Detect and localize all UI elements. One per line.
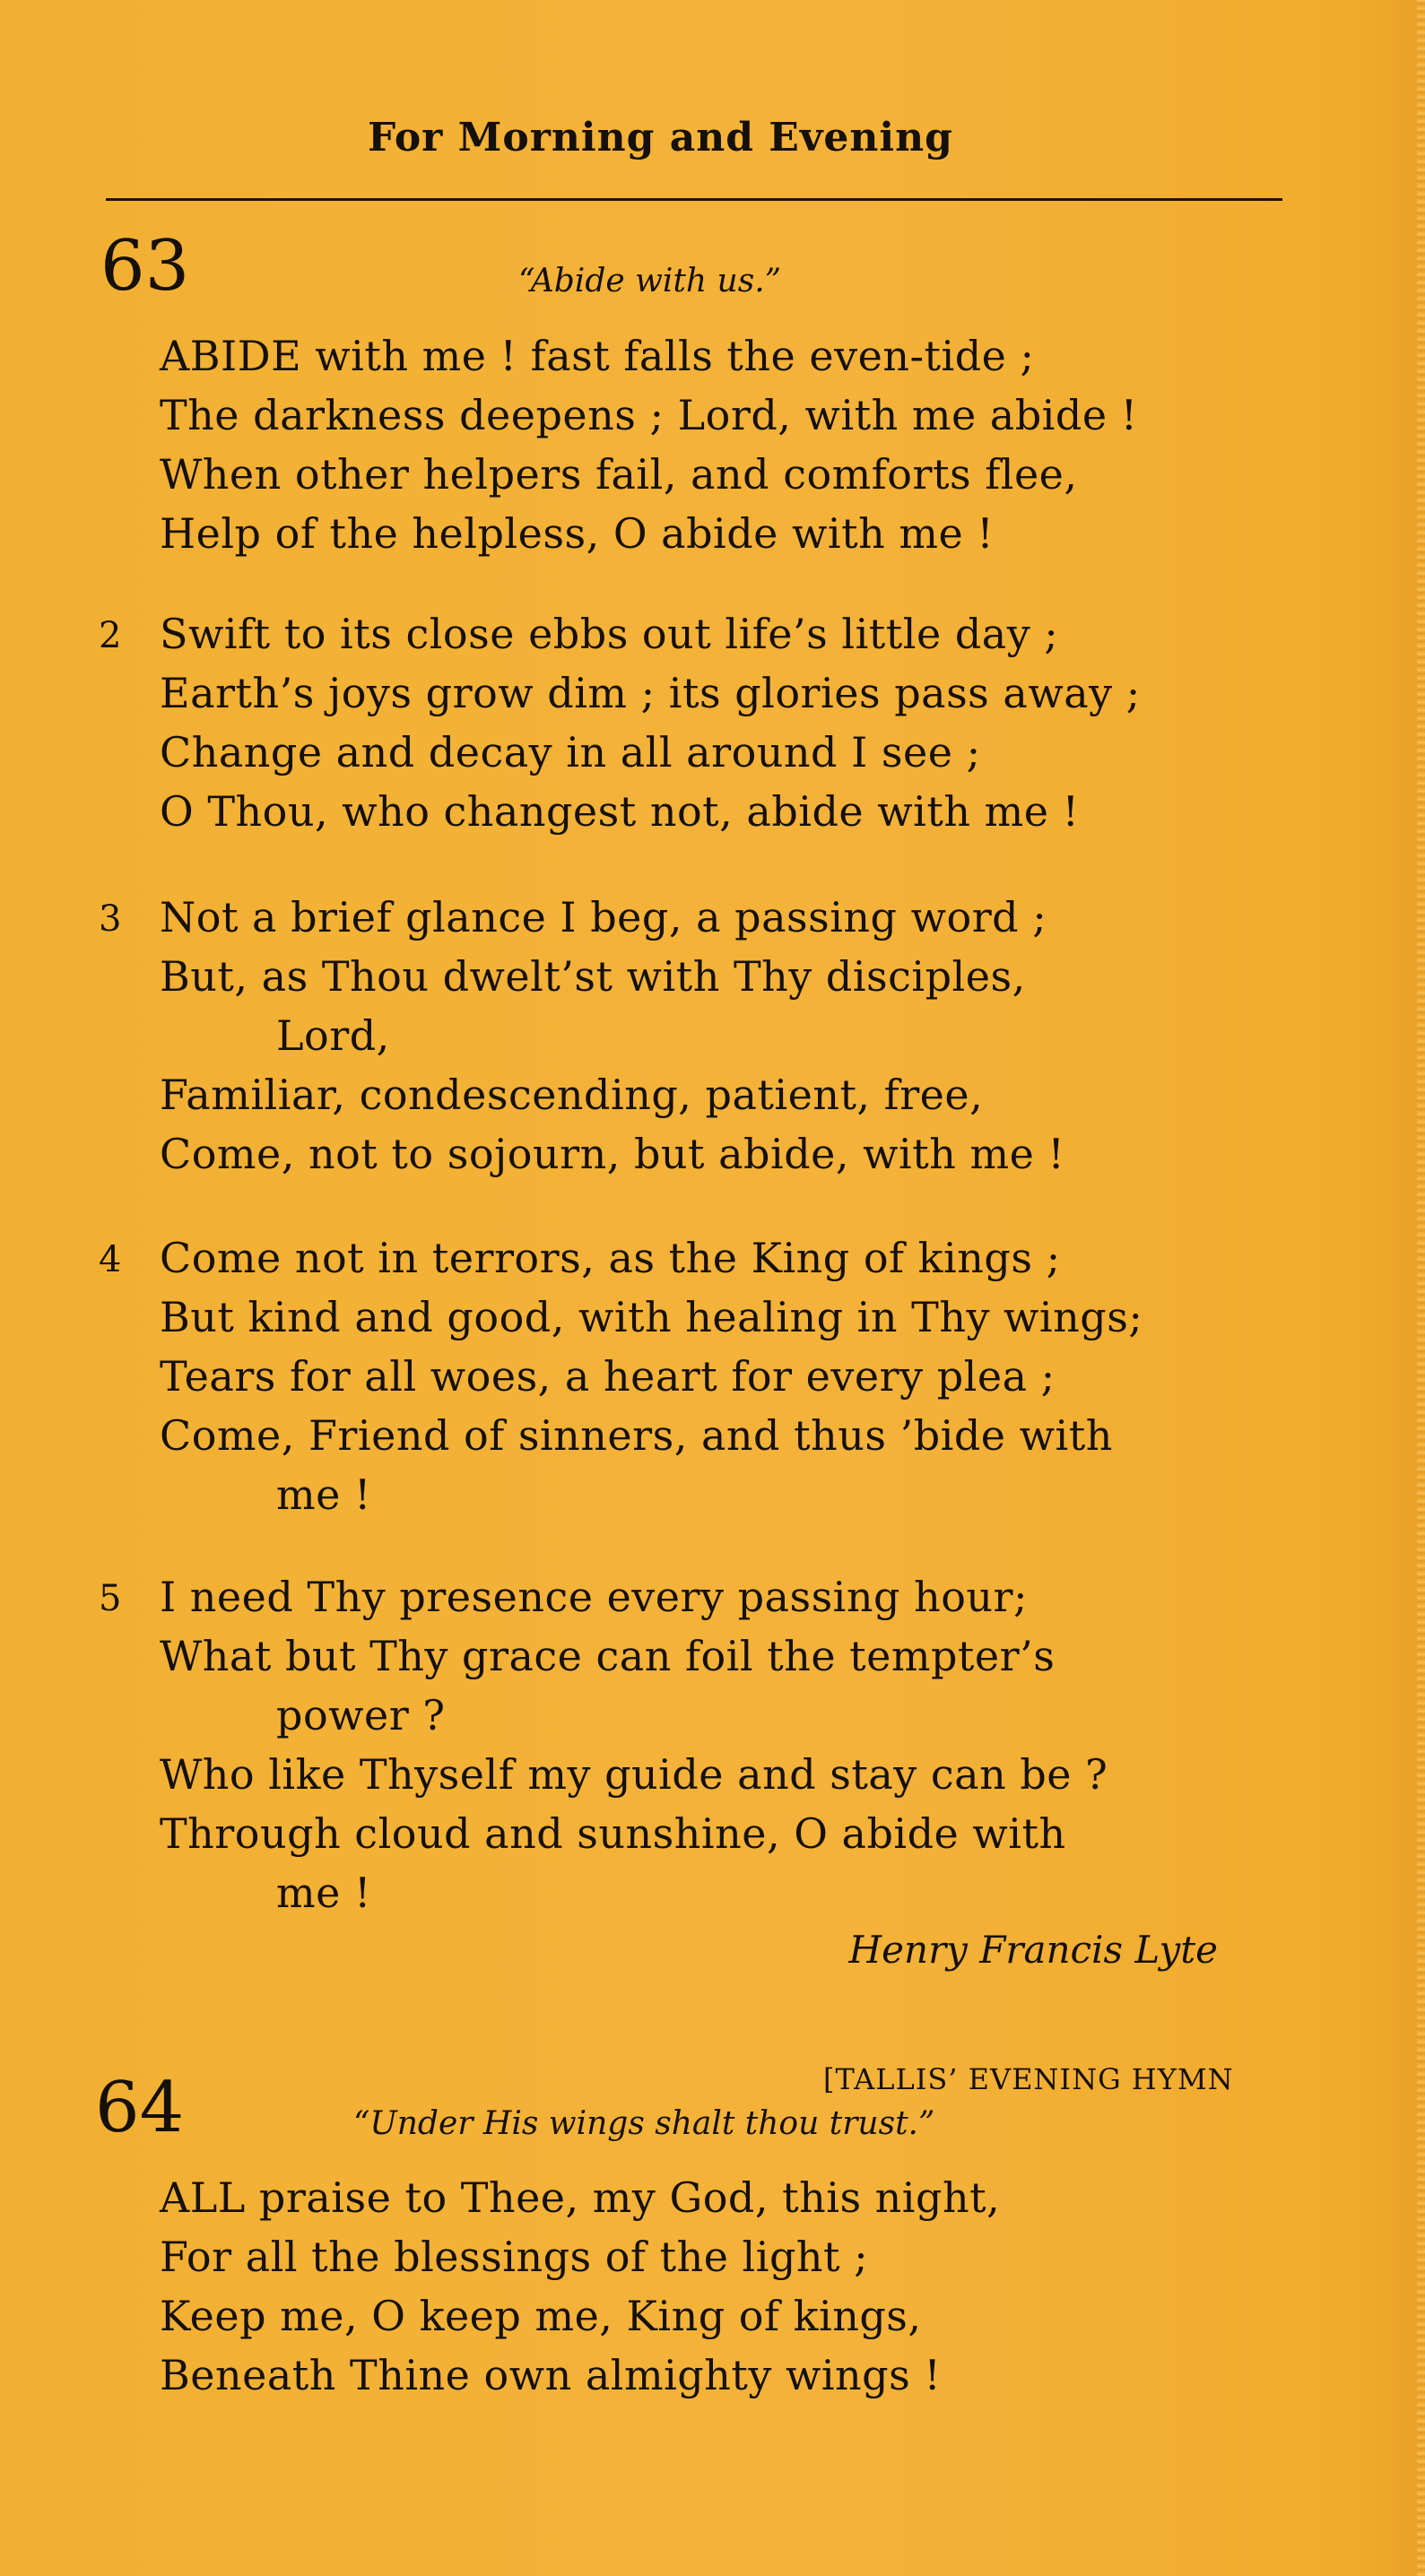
verse-line: ALL praise to Thee, my God, this night, (160, 2173, 1001, 2222)
verse-line: Not a brief glance I beg, a passing word ; (160, 893, 1047, 941)
verse-line: Come, Friend of sinners, and thus ’bide with (160, 1411, 1113, 1460)
verse-line: Come not in terrors, as the King of kings ; (160, 1234, 1061, 1282)
verse-line: Come, not to sojourn, but abide, with me ! (160, 1130, 1065, 1178)
verse-number: 5 (99, 1578, 122, 1619)
verse-line: Who like Thyself my guide and stay can be ? (160, 1750, 1108, 1799)
hymn-63-epigraph: “Abide with us.” (518, 263, 782, 299)
header-rule (106, 198, 1282, 201)
hymn-number-64: 64 (95, 2068, 185, 2148)
running-header: For Morning and Evening (368, 115, 953, 160)
verse-line: The darkness deepens ; Lord, with me abide ! (160, 391, 1138, 439)
verse-line: Lord, (276, 1011, 390, 1060)
verse-number: 4 (99, 1239, 122, 1280)
verse-line: Beneath Thine own almighty wings ! (160, 2351, 942, 2399)
verse-line: When other helpers fail, and comforts flee, (160, 450, 1078, 499)
verse-line: Familiar, condescending, patient, free, (160, 1071, 984, 1119)
hymn-63-author: Henry Francis Lyte (848, 1928, 1218, 1972)
verse-line: Through cloud and sunshine, O abide with (160, 1809, 1066, 1858)
verse-line: Tears for all woes, a heart for every plea ; (160, 1352, 1056, 1401)
verse-line: Help of the helpless, O abide with me ! (160, 509, 995, 558)
verse-line: me ! (276, 1470, 371, 1519)
hymn-64-epigraph: “Under His wings shalt thou trust.” (353, 2105, 935, 2142)
verse-line: Keep me, O keep me, King of kings, (160, 2292, 922, 2340)
page-edge (1417, 0, 1425, 2576)
verse-line: Change and decay in all around I see ; (160, 728, 981, 776)
verse-line: But kind and good, with healing in Thy wings; (160, 1293, 1143, 1341)
verse-line: ABIDE with me ! fast falls the even-tide ; (160, 332, 1035, 380)
verse-line: Swift to its close ebbs out life’s little day ; (160, 610, 1059, 658)
verse-line: me ! (276, 1869, 371, 1917)
verse-line: But, as Thou dwelt’st with Thy disciples, (160, 952, 1026, 1001)
verse-line: What but Thy grace can foil the tempter’s (160, 1632, 1056, 1680)
verse-line: I need Thy presence every passing hour; (160, 1573, 1029, 1621)
verse-number: 3 (99, 898, 122, 940)
verse-line: power ? (276, 1691, 446, 1739)
verse-number: 2 (99, 615, 122, 656)
verse-line: For all the blessings of the light ; (160, 2233, 869, 2281)
verse-line: Earth’s joys grow dim ; its glories pass away ; (160, 669, 1141, 717)
hymn-number-63: 63 (100, 226, 190, 307)
verse-line: O Thou, who changest not, abide with me ! (160, 787, 1080, 836)
hymn-64-tune: [TALLIS’ EVENING HYMN (823, 2062, 1234, 2096)
